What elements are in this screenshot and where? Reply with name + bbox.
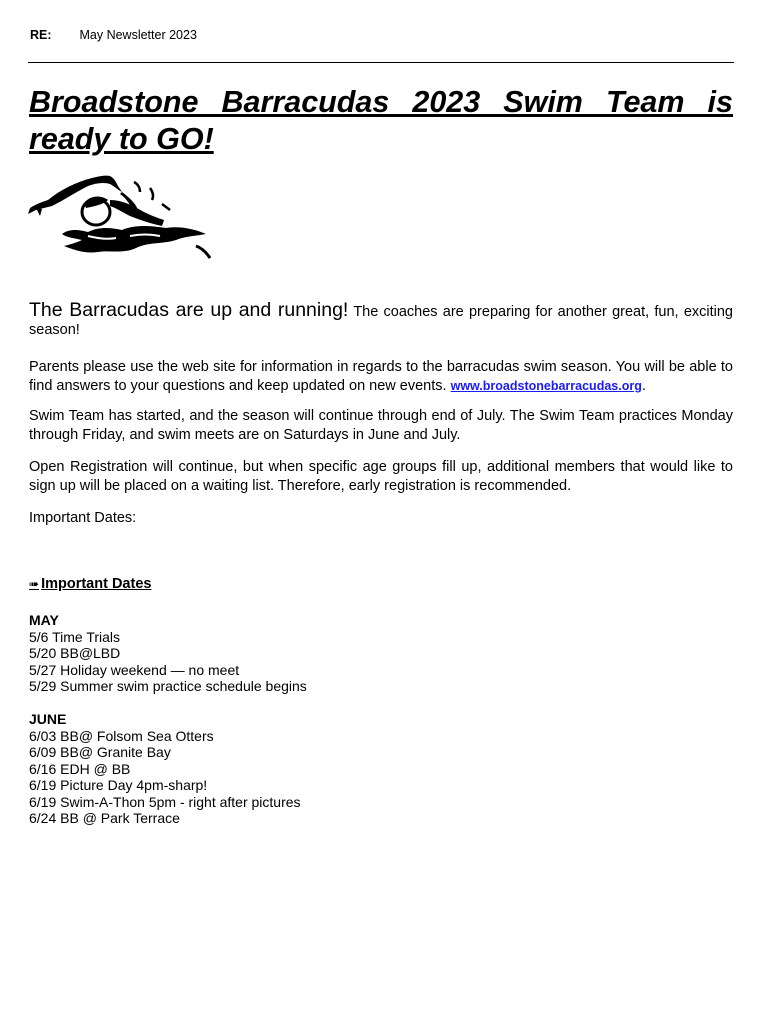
list-item: 6/09 BB@ Granite Bay [29,744,171,760]
season-paragraph: Swim Team has started, and the season will continue through end of July. The Swim Team practices Monday through Friday, and swim meets are on Saturdays in June and July. [29,408,733,443]
important-dates-label: Important Dates: [29,510,137,526]
list-item: 5/6 Time Trials [29,628,121,645]
list-item: 6/24 BB @ Park Terrace [29,810,180,826]
website-end: . [641,378,646,394]
may-list [29,629,529,695]
important-dates-heading [29,576,151,592]
important-dates-title: Important Dates [41,576,152,592]
intro-rest: The coaches are preparing for another great, fun, exciting season! [29,304,733,338]
june-list [29,728,529,827]
list-item: 5/29 Summer swim practice schedule begins [29,678,307,694]
month-heading-may: MAY [29,612,59,628]
re-line [30,28,197,42]
list-item: 6/19 Picture Day 4pm-sharp! [29,777,208,793]
registration-paragraph: Open Registration will continue, but when specific age groups fill up, additional members that would like to sign up will be placed on a waiting list. Therefore, early registration is recommended. [29,459,733,494]
intro-paragraph [29,301,733,339]
website-link[interactable]: www.broadstonebarracudas.org [450,379,642,393]
page-title: Broadstone Barracudas 2023 Swim Team is ready to GO! [29,85,733,156]
website-paragraph [29,358,733,396]
arrow-icon: ➠ [29,577,40,591]
list-item: 6/16 EDH @ BB [29,760,131,777]
swimmer-clipart-icon [26,170,214,262]
list-item: 6/03 BB@ Folsom Sea Otters [29,727,214,744]
list-item: 5/27 Holiday weekend — no meet [29,661,240,678]
website-text: Parents please use the web site for information in regards to the barracudas swim season. You will be able to find answers to your questions and keep updated on new events. [29,359,733,394]
month-heading-june: JUNE [29,711,67,727]
may-section [29,612,529,695]
june-section [29,711,529,827]
intro-lead: The Barracudas are up and running! [29,299,349,321]
re-label: RE: [30,28,52,42]
list-item: 5/20 BB@LBD [29,645,121,661]
re-subject: May Newsletter 2023 [79,28,197,42]
header-divider [28,62,734,63]
list-item: 6/19 Swim-A-Thon 5pm - right after pictures [29,793,301,810]
